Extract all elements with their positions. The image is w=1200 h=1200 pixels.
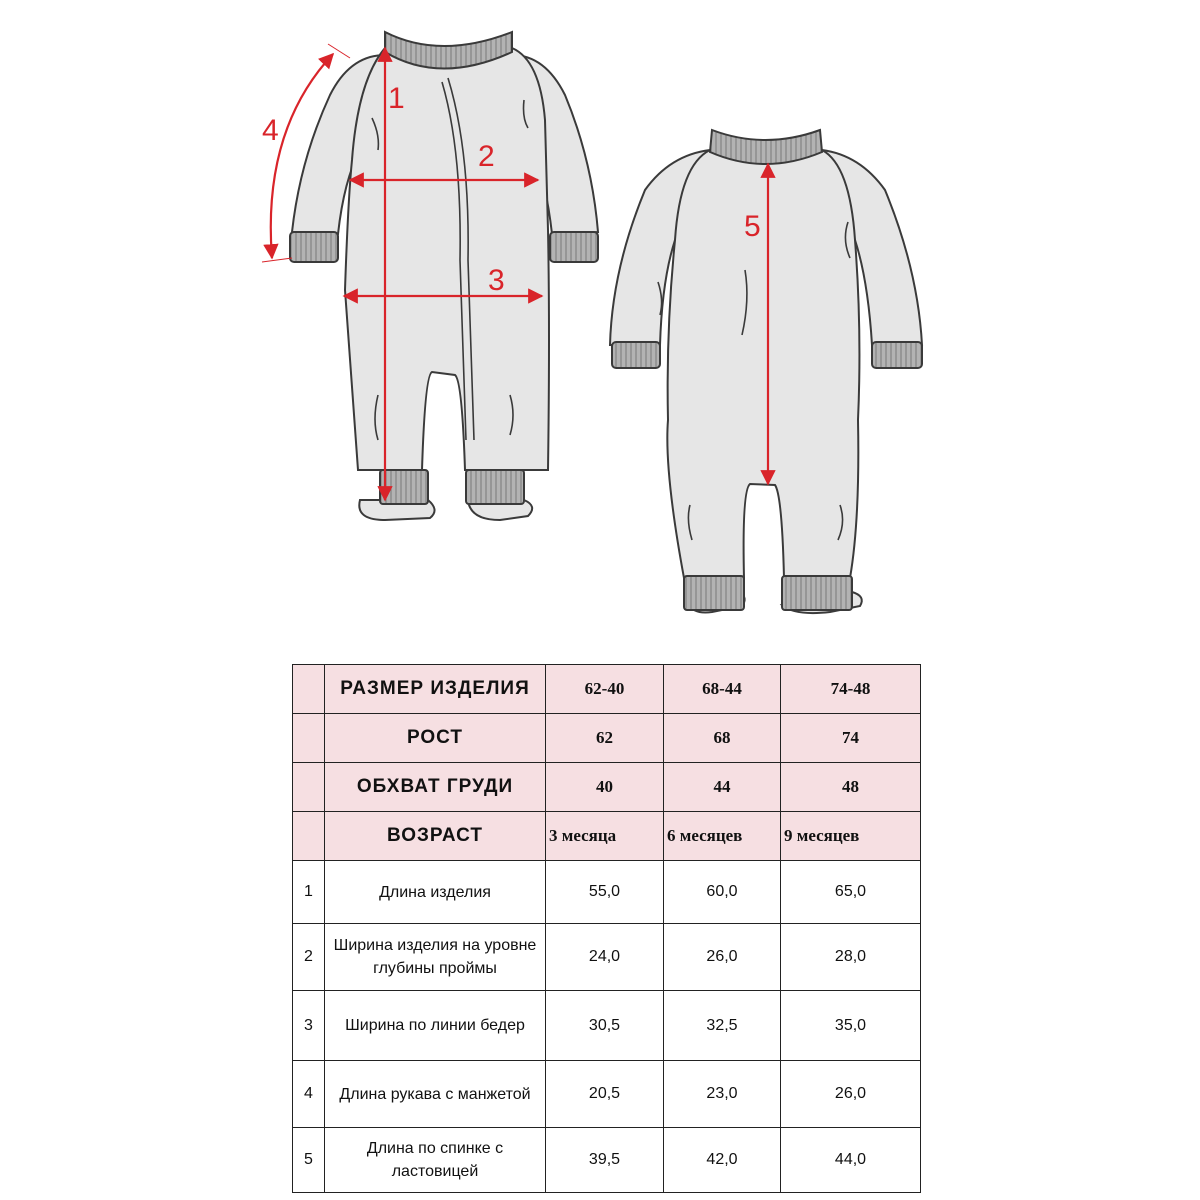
row-value: 44,0: [781, 1128, 921, 1193]
header-value: 6 месяцев: [664, 812, 781, 861]
header-row-height: [293, 714, 921, 763]
row-value: 60,0: [664, 861, 781, 924]
row-label: Длина по спинке с ластовицей: [325, 1128, 546, 1193]
row-label: Длина изделия: [325, 861, 546, 924]
header-value: 3 месяца: [546, 812, 664, 861]
row-number: 5: [293, 1128, 325, 1193]
back-view-garment: [610, 150, 922, 613]
row-value: 65,0: [781, 861, 921, 924]
measure-row: [293, 861, 921, 924]
header-row-age: [293, 812, 921, 861]
front-view-garment: [292, 48, 598, 520]
row-value: 30,5: [546, 991, 664, 1061]
back-collar: [710, 130, 822, 164]
back-right-cuff: [872, 342, 922, 368]
marker-label-5: 5: [744, 210, 761, 243]
row-value: 39,5: [546, 1128, 664, 1193]
measure-row: [293, 1061, 921, 1128]
front-right-cuff: [550, 232, 598, 262]
row-value: 42,0: [664, 1128, 781, 1193]
header-num-cell: [293, 714, 325, 763]
marker-label-4: 4: [262, 114, 279, 147]
row-value: 32,5: [664, 991, 781, 1061]
row-label: Ширина по линии бедер: [325, 991, 546, 1061]
row-value: 28,0: [781, 924, 921, 991]
row-number: 3: [293, 991, 325, 1061]
row-number: 4: [293, 1061, 325, 1128]
front-left-cuff: [290, 232, 338, 262]
row-label: Длина рукава с манжетой: [325, 1061, 546, 1128]
header-value: 62: [546, 714, 664, 763]
back-right-leg-cuff: [782, 576, 852, 610]
header-label: РОСТ: [325, 714, 546, 763]
row-value: 20,5: [546, 1061, 664, 1128]
measure-row: [293, 924, 921, 991]
marker-label-1: 1: [388, 82, 405, 115]
header-value: 74-48: [781, 665, 921, 714]
back-body: [667, 150, 859, 578]
header-label: ОБХВАТ ГРУДИ: [325, 763, 546, 812]
row-value: 23,0: [664, 1061, 781, 1128]
header-num-cell: [293, 763, 325, 812]
row-value: 24,0: [546, 924, 664, 991]
header-label: ВОЗРАСТ: [325, 812, 546, 861]
header-row-size: [293, 665, 921, 714]
marker-label-3: 3: [488, 264, 505, 297]
header-value: 40: [546, 763, 664, 812]
row-number: 2: [293, 924, 325, 991]
header-num-cell: [293, 812, 325, 861]
marker-label-2: 2: [478, 140, 495, 173]
header-label: РАЗМЕР ИЗДЕЛИЯ: [325, 665, 546, 714]
header-value: 9 месяцев: [781, 812, 921, 861]
size-chart-table: [292, 664, 921, 1193]
row-number: 1: [293, 861, 325, 924]
back-left-leg-cuff: [684, 576, 744, 610]
back-left-cuff: [612, 342, 660, 368]
row-value: 55,0: [546, 861, 664, 924]
header-value: 48: [781, 763, 921, 812]
header-num-cell: [293, 665, 325, 714]
header-value: 62-40: [546, 665, 664, 714]
measure-row: [293, 1128, 921, 1193]
measure-row: [293, 991, 921, 1061]
front-right-leg-cuff: [466, 470, 524, 504]
header-value: 68: [664, 714, 781, 763]
row-value: 26,0: [664, 924, 781, 991]
row-label: Ширина изделия на уровне глубины проймы: [325, 924, 546, 991]
row-value: 26,0: [781, 1061, 921, 1128]
header-value: 74: [781, 714, 921, 763]
header-value: 44: [664, 763, 781, 812]
header-value: 68-44: [664, 665, 781, 714]
header-row-chest: [293, 763, 921, 812]
row-value: 35,0: [781, 991, 921, 1061]
front-left-leg-cuff: [380, 470, 428, 504]
